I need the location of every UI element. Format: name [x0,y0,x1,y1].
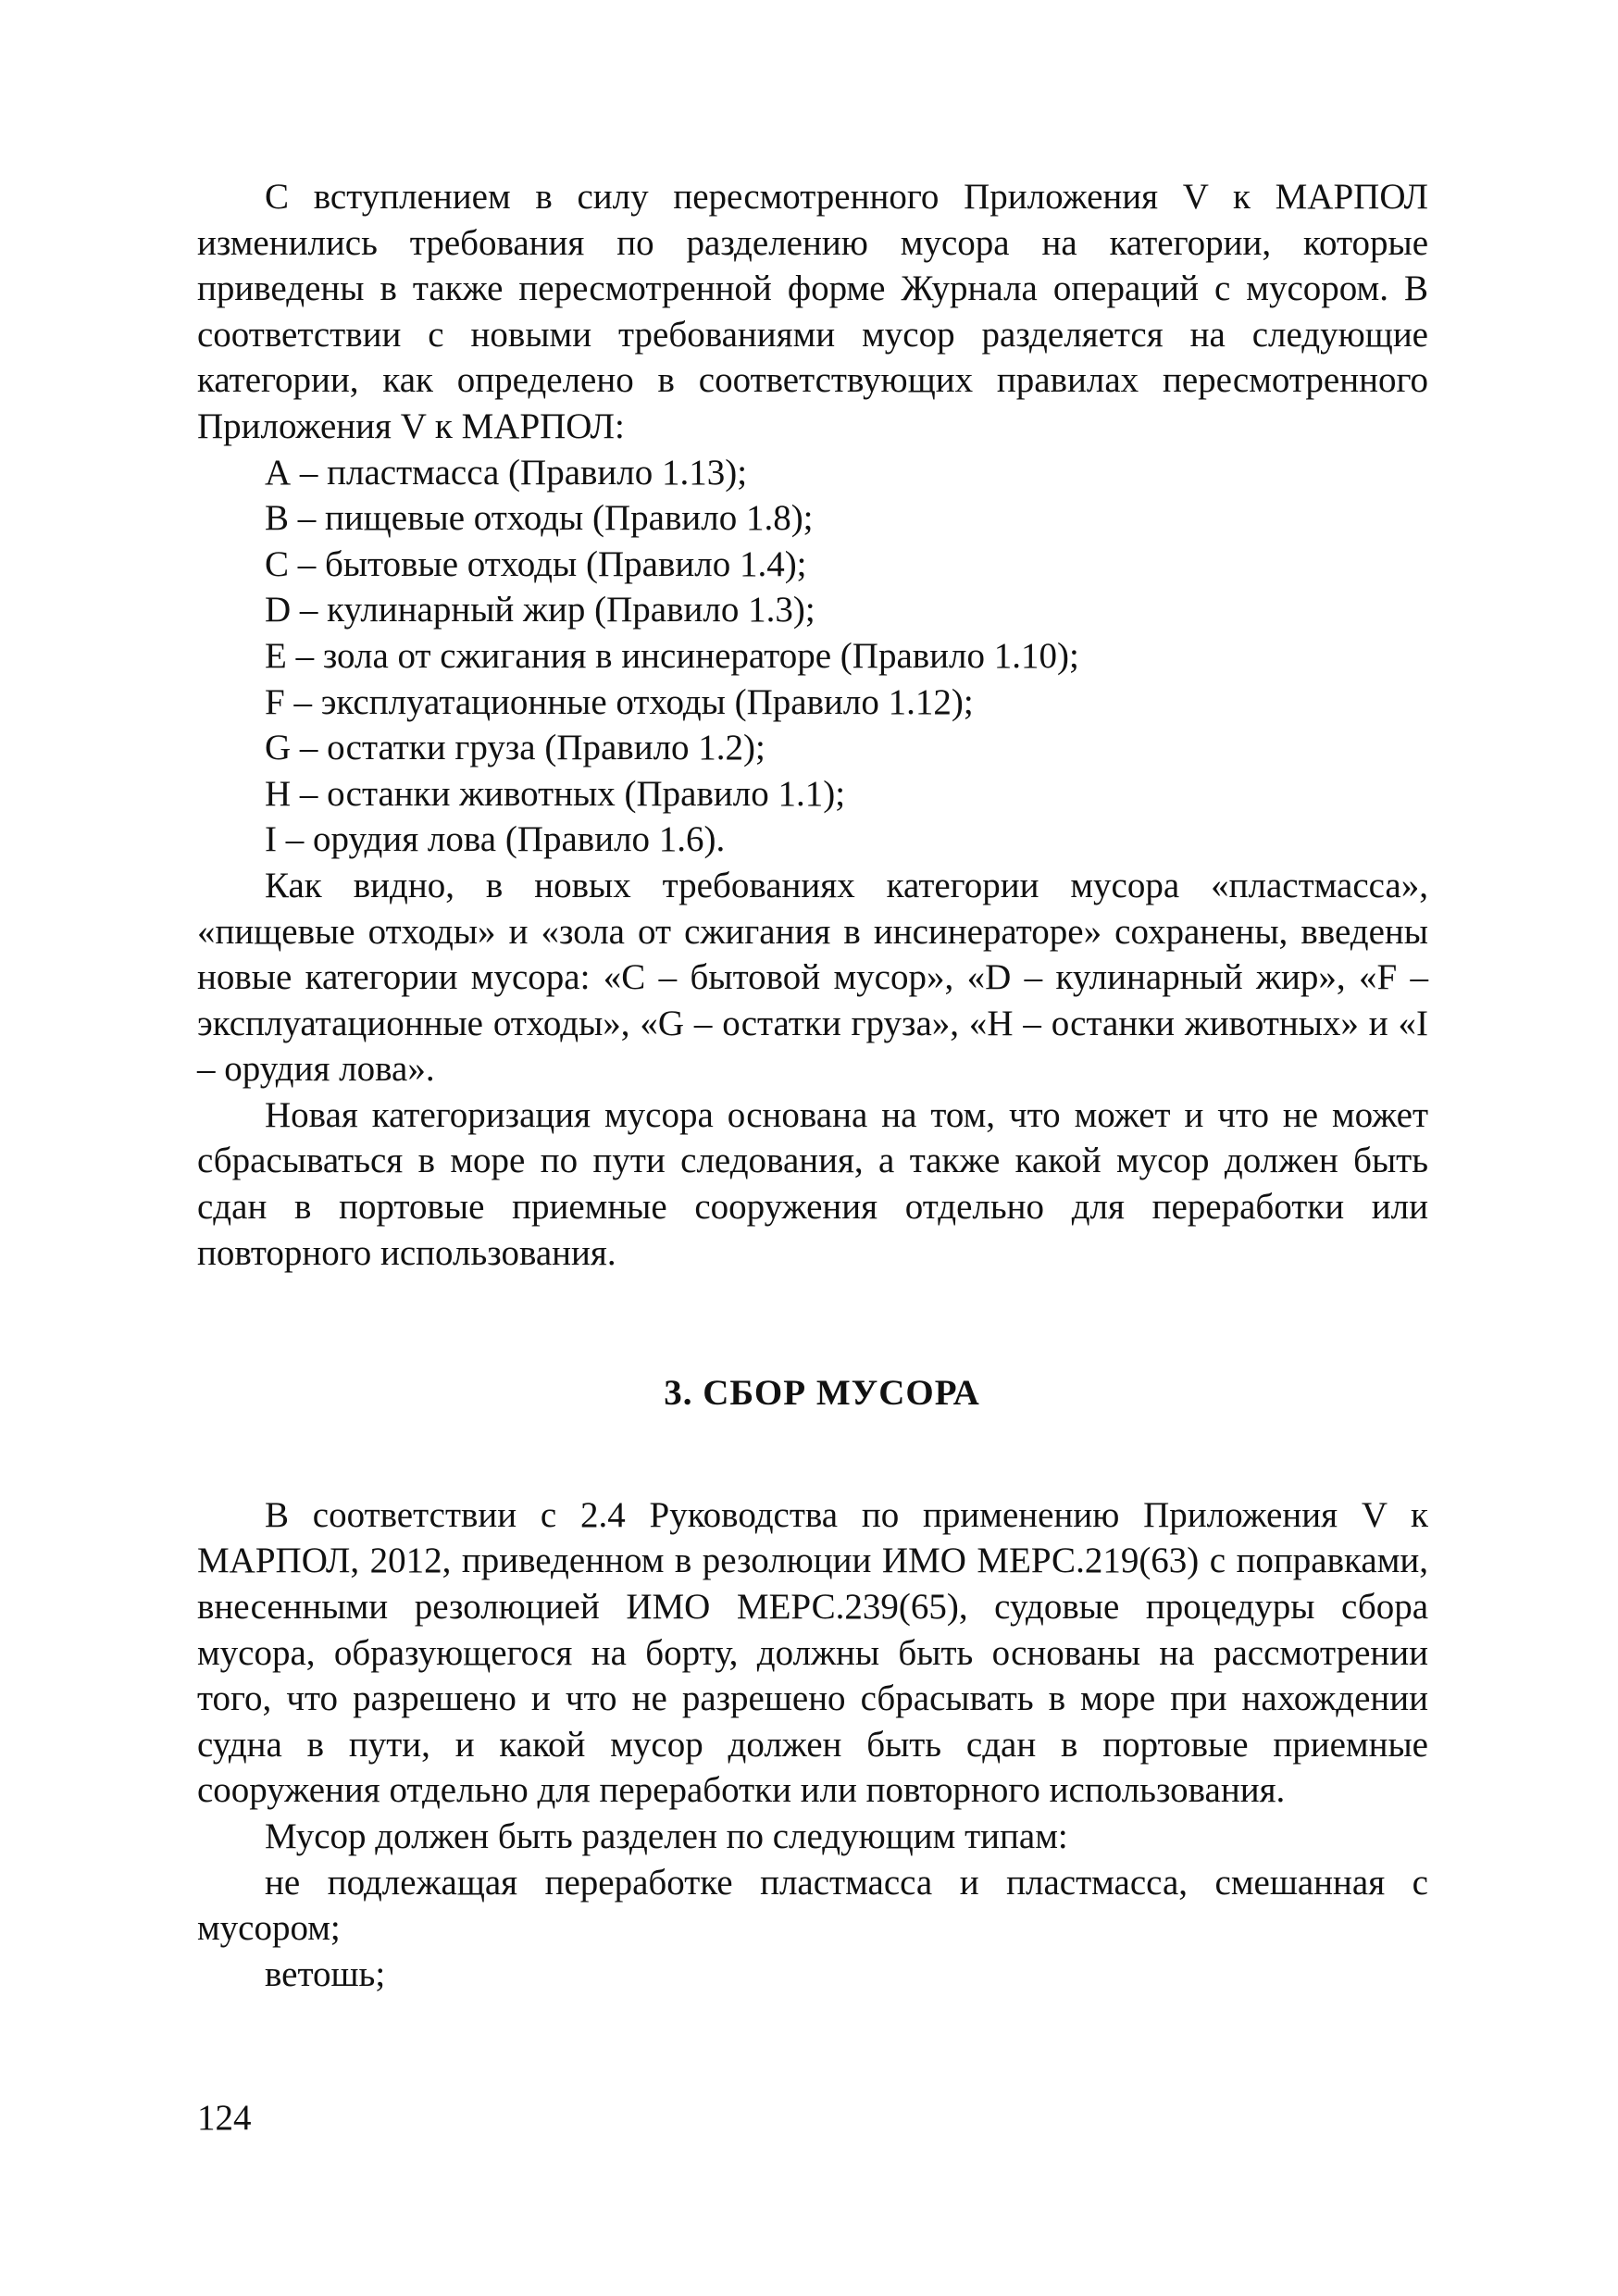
type-item: не подлежащая переработке пластмасса и пластмасса, смешанная с мусором; [197,1862,1428,1949]
category-item: E – зола от сжигания в инсинераторе (Правило 1.10); [265,635,1079,676]
paragraph: Мусор должен быть разделен по следующим типам: [265,1816,1068,1856]
category-item: H – останки животных (Правило 1.1); [265,773,846,814]
category-item: I – орудия лова (Правило 1.6). [265,819,726,860]
type-item: ветошь; [265,1953,386,1994]
category-item: G – остатки груза (Правило 1.2); [265,728,765,768]
category-item: F – эксплуатационные отходы (Правило 1.12); [265,681,974,722]
category-item: С – бытовые отходы (Правило 1.4); [265,543,807,584]
paragraph: Как видно, в новых требованиях категории мусора «пластмасса», «пищевые отходы» и «зола от сжигания в инсинераторе» сохранены, введены новые категории мусора: «С – бытовой мусор», «D – кулинарный жир», «F – эксплуатационные отходы», «G – остатки груза», «H – останки животных» и «I – орудия лова». [197,865,1428,1090]
section-heading: 3. СБОР МУСОРА [664,1373,980,1414]
category-item: А – пластмасса (Правило 1.13); [265,452,748,493]
page-body [197,174,1428,1997]
paragraph: Новая категоризация мусора основана на том, что может и что не может сбрасываться в море по пути следования, а также какой мусор должен быть сдан в портовые приемные сооружения отдельно для переработки или повторного использования. [197,1094,1428,1273]
category-item: D – кулинарный жир (Правило 1.3); [265,590,815,630]
category-item: В – пищевые отходы (Правило 1.8); [265,498,814,539]
paragraph: В соответствии с 2.4 Руководства по применению Приложения V к МАРПОЛ, 2012, приведенном в резолюции ИМО МЕРС.219(63) с поправками, внесенными резолюцией ИМО МЕРС.239(65), судовые процедуры сбора мусора, образующегося на борту, должны быть основаны на рассмотрении того, что разрешено и что не разрешено сбрасывать в море при нахождении судна в пути, и какой мусор должен быть сдан в портовые приемные сооружения отдельно для переработки или повторного использования. [197,1494,1428,1811]
page-number: 124 [197,2098,252,2138]
intro-paragraph: С вступлением в силу пересмотренного Приложения V к МАРПОЛ изменились требования по разделению мусора на категории, которые приведены в также пересмотренной форме Журнала операций с мусором. В соответствии с новыми требованиями мусор разделяется на следующие категории, как определено в соответствующих правилах пересмотренного Приложения V к МАРПОЛ: [197,177,1428,446]
category-list [197,450,1428,863]
